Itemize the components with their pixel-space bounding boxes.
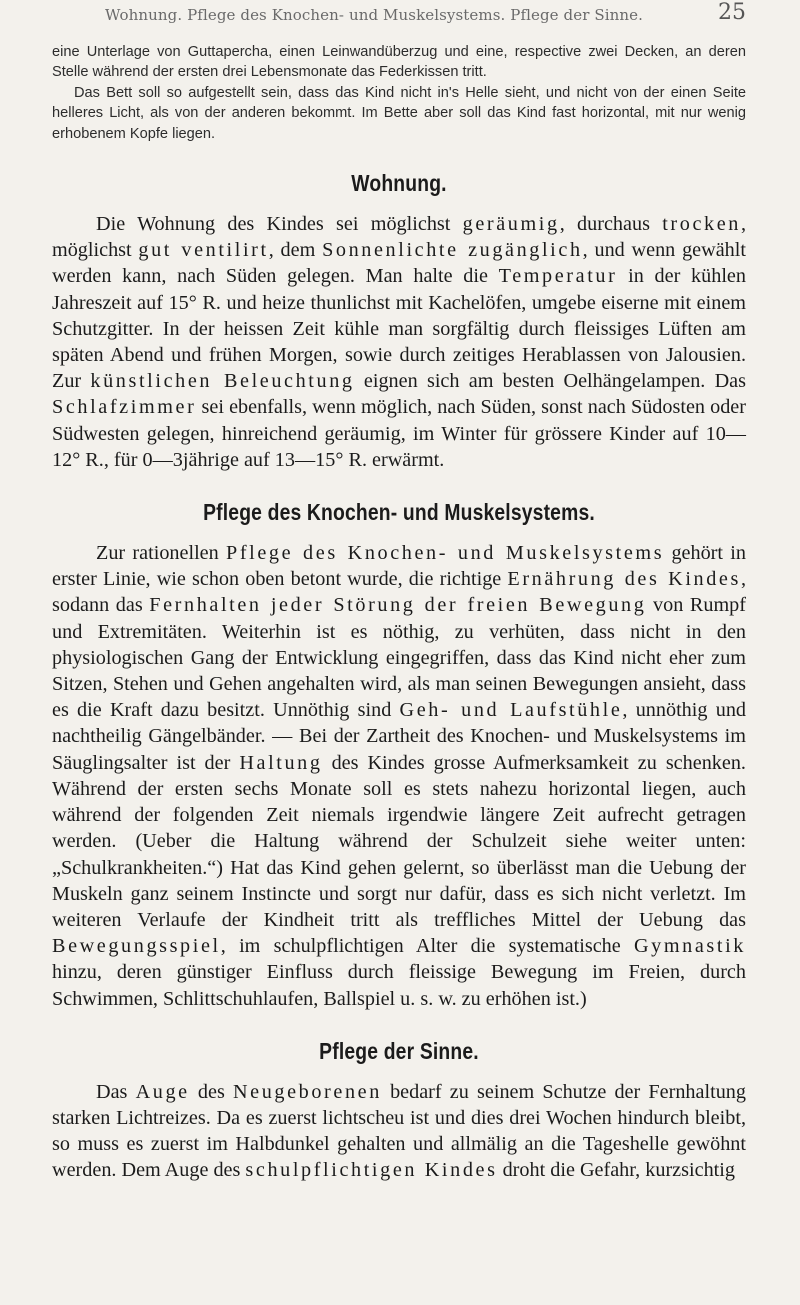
intro-paragraph-1: eine Unterlage von Guttapercha, einen Leinwandüberzug und eine, respective zwei Decken, an deren Stelle während der ersten drei Lebensmonate das Federkissen tritt. xyxy=(52,44,746,81)
section-knochen xyxy=(52,540,746,1012)
knochen-paragraph xyxy=(52,540,746,1012)
intro-paragraph-2: Das Bett soll so aufgestellt sein, dass das Kind nicht in's Helle sieht, und nicht von der einen Seite helleres Licht, als von der anderen bekommt. Im Bette aber soll das Kind fast horizontal, mit nur wenig erhobenem Kopfe liegen. xyxy=(52,84,746,142)
text-run: Die Wohnung des Kindes sei möglichst xyxy=(96,213,463,236)
text-run: bedarf zu seinem Schutze der Fernhaltung starken Lichtreizes. Da es zuerst lichtscheu ist und dies drei Wochen hindurch bleibt, so muss es zuerst im Halbdunkel gehalten und allmälig an die Tageshelle gewöhnt werden. Dem Auge des xyxy=(52,1080,746,1182)
emphasis: Sonnenlichte zugänglich xyxy=(322,239,583,262)
emphasis: Ernährung des Kindes xyxy=(507,568,741,591)
text-run: Zur rationellen xyxy=(96,542,227,565)
emphasis: Auge xyxy=(135,1080,190,1103)
emphasis: Schlafzimmer xyxy=(52,396,197,419)
emphasis: Haltung xyxy=(239,751,323,774)
text-run: droht die Gefahr, kurzsichtig xyxy=(497,1159,735,1182)
emphasis: Fernhalten jeder Störung der freien Bewegung xyxy=(149,594,647,617)
section-heading-wohnung: Wohnung. xyxy=(351,170,447,197)
emphasis: Temperatur xyxy=(498,265,618,288)
section-heading-knochen: Pflege des Knochen- und Muskelsystems. xyxy=(203,499,595,526)
running-title: Wohnung. Pflege des Knochen- und Muskelsystems. Pflege der Sinne. xyxy=(105,6,643,24)
text-run: des xyxy=(189,1080,233,1103)
emphasis: Gymnastik xyxy=(634,935,746,958)
emphasis: Pflege des Knochen- und Muskelsystems xyxy=(226,542,665,565)
running-header xyxy=(52,0,746,34)
text-run: , im schulpflichtigen Alter die systematische xyxy=(220,935,634,958)
text-run: hinzu, deren günstiger Einfluss durch fleissige Bewegung im Freien, durch Schwimmen, Schlittschuhlaufen, Ballspiel u. s. w. zu erhöhen ist.) xyxy=(52,961,746,1010)
text-run: , möglichst xyxy=(52,213,746,262)
emphasis: schulpflichtigen Kindes xyxy=(245,1159,498,1182)
text-run: , sodann das xyxy=(52,568,746,617)
text-run: Das xyxy=(96,1080,136,1103)
text-run: eignen sich am besten Oelhängelampen. Das xyxy=(354,370,747,393)
emphasis: künstlichen Beleuchtung xyxy=(90,370,355,393)
text-run: in der kühlen Jahreszeit auf 15° R. und heize thunlichst mit Kachelöfen, umgebe eiserne mit einem Schutzgitter. In der heissen Zeit kühle man sorgfältig durch fleissiges Lüften am späten Abend und frühen Morgen, sowie durch zeitiges Herablassen von Jalousien. Zur xyxy=(52,265,746,393)
section-sinne xyxy=(52,1079,746,1184)
text-run: , unnöthig und nachtheilig Gängelbänder. — Bei der Zartheit des Knochen- und Muskelsystems im Säuglingsalter ist der xyxy=(52,699,747,774)
section-heading-sinne: Pflege der Sinne. xyxy=(319,1037,479,1064)
text-run: , und wenn gewählt werden kann, nach Süden gelegen. Man halte die xyxy=(52,239,746,288)
text-run: , durchaus xyxy=(559,213,663,236)
emphasis: gut ventilirt xyxy=(138,239,269,262)
text-run: sei ebenfalls, wenn möglich, nach Süden, sonst nach Südosten oder Südwesten gelegen, hinreichend geräumig, im Winter für grössere Kinder auf 10—12° R., für 0—3jährige auf 13—15° R. erwärmt. xyxy=(52,396,746,471)
sinne-paragraph xyxy=(52,1079,746,1184)
page-number: 25 xyxy=(718,0,746,25)
wohnung-paragraph xyxy=(52,211,746,473)
emphasis: Bewegungsspiel xyxy=(52,935,221,958)
text-run: des Kindes grosse Aufmerksamkeit zu schenken. Während der ersten sechs Monate soll es stets nahezu horizontal liegen, auch während der folgenden Zeit niemals irgendwie längere Zeit aufrecht getragen werden. (Ueber die Haltung während der Schulzeit siehe weiter unten: „Schulkrankheiten.“) Hat das Kind gehen gelernt, so überlässt man die Uebung der Muskeln ganz seinem Instincte und sorgt nur dafür, dass es sich nicht verletzt. Im weiteren Verlaufe der Kindheit tritt als treffliches Mittel der Uebung das xyxy=(52,751,746,931)
emphasis: geräumig xyxy=(462,213,560,236)
text-run: , dem xyxy=(268,239,323,262)
section-wohnung xyxy=(52,211,746,473)
emphasis: trocken xyxy=(662,213,741,236)
text-run: von Rumpf und Extremitäten. Weiterhin ist es nöthig, zu verhüten, dass nicht in den physiologischen Gang der Entwicklung eingegriffen, dass das Kind nicht eher zum Sitzen, Stehen und Gehen angehalten wird, als man seinen Bewegungen ansieht, dass es die Kraft dazu besitzt. Unnöthig sind xyxy=(52,594,746,722)
intro-text xyxy=(52,42,746,144)
emphasis: Geh- und Laufstühle xyxy=(399,699,623,722)
emphasis: Neugeborenen xyxy=(232,1080,382,1103)
text-run: gehört in erster Linie, wie schon oben betont wurde, die richtige xyxy=(52,542,746,591)
